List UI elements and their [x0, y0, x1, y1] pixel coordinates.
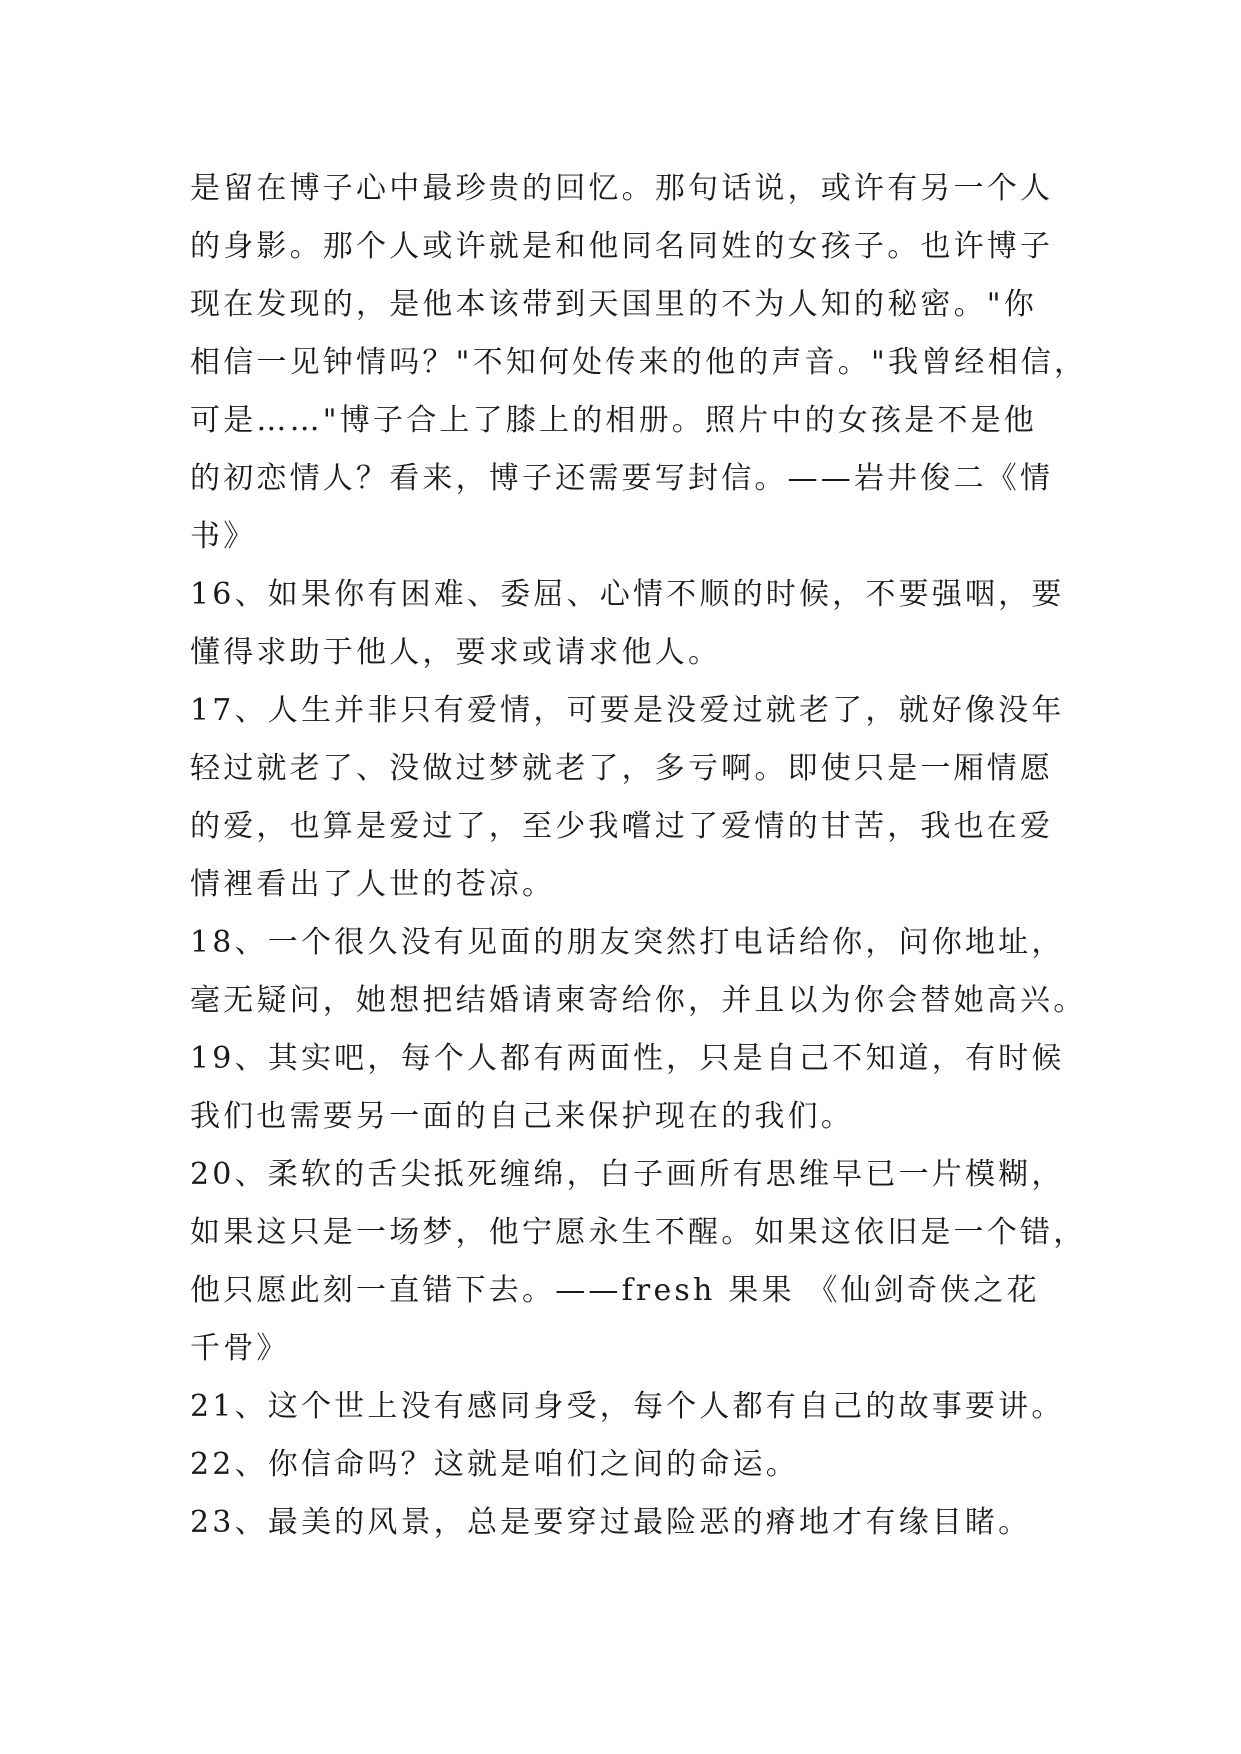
text-line: 可是……"博子合上了膝上的相册。照片中的女孩是不是他	[190, 403, 1037, 438]
text-line: 17、人生并非只有爱情，可要是没爱过就老了，就好像没年	[190, 693, 1065, 728]
text-line: 19、其实吧，每个人都有两面性，只是自己不知道，有时候	[190, 1041, 1065, 1076]
text-line: 轻过就老了、没做过梦就老了，多亏啊。即使只是一厢情愿	[190, 751, 1054, 786]
text-line: 毫无疑问，她想把结婚请柬寄给你，并且以为你会替她高兴。	[190, 983, 1087, 1018]
text-line: 20、柔软的舌尖抵死缠绵，白子画所有思维早已一片模糊，	[190, 1157, 1065, 1192]
text-line: 23、最美的风景，总是要穿过最险恶的瘠地才有缘目睹。	[190, 1505, 1032, 1540]
text-line: 我们也需要另一面的自己来保护现在的我们。	[190, 1099, 854, 1134]
text-line: 18、一个很久没有见面的朋友突然打电话给你，问你地址，	[190, 925, 1065, 960]
text-line: 现在发现的，是他本该带到天国里的不为人知的秘密。"你	[190, 287, 1037, 322]
text-line: 千骨》	[190, 1331, 290, 1366]
text-line: 21、这个世上没有感同身受，每个人都有自己的故事要讲。	[190, 1389, 1065, 1424]
text-line: 16、如果你有困难、委屈、心情不顺的时候，不要强咽，要	[190, 577, 1065, 612]
text-line: 的身影。那个人或许就是和他同名同姓的女孩子。也许博子	[190, 229, 1054, 264]
text-line: 的初恋情人？看来，博子还需要写封信。——岩井俊二《情	[190, 461, 1054, 496]
text-line: 相信一见钟情吗？"不知何处传来的他的声音。"我曾经相信，	[190, 345, 1088, 380]
text-line: 书》	[190, 519, 257, 554]
text-line: 22、你信命吗？这就是咱们之间的命运。	[190, 1447, 799, 1482]
text-line: 如果这只是一场梦，他宁愿永生不醒。如果这依旧是一个错，	[190, 1215, 1087, 1250]
document-body	[190, 160, 1088, 1552]
text-line: 懂得求助于他人，要求或请求他人。	[190, 635, 722, 670]
text-line: 的爱，也算是爱过了，至少我嚐过了爱情的甘苦，我也在爱	[190, 809, 1054, 844]
text-line: 他只愿此刻一直错下去。——fresh 果果 《仙剑奇侠之花	[190, 1273, 1040, 1308]
text-line: 是留在博子心中最珍贵的回忆。那句话说，或许有另一个人	[190, 171, 1054, 206]
text-line: 情裡看出了人世的苍凉。	[190, 867, 556, 902]
